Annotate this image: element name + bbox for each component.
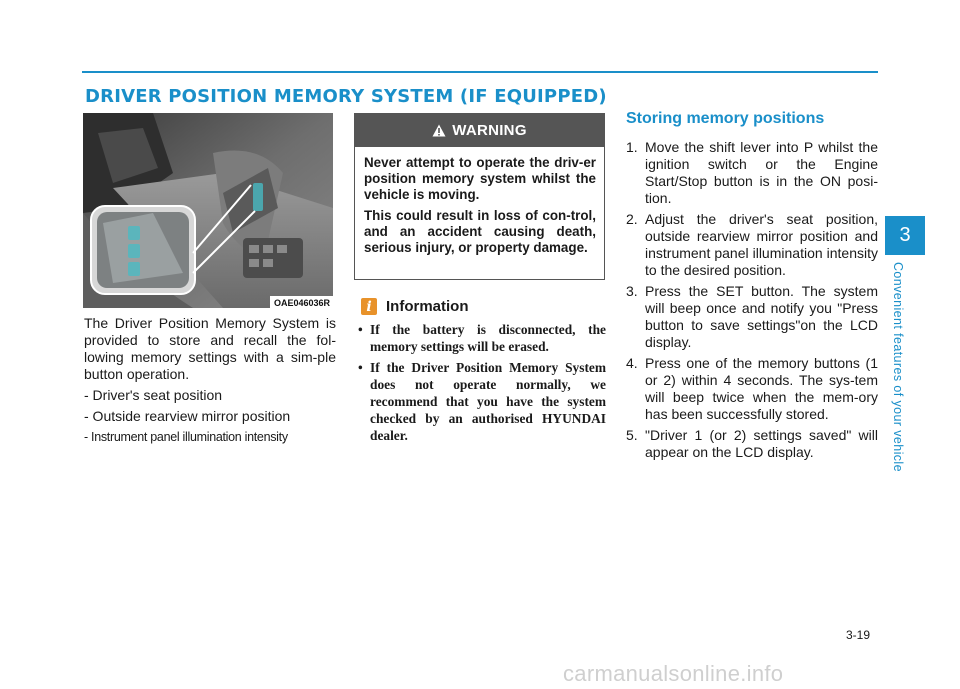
- warning-body: [355, 147, 604, 256]
- figure-code: OAE046036R: [270, 296, 333, 308]
- warning-title: WARNING: [452, 122, 527, 139]
- chapter-tab: 3: [885, 216, 925, 255]
- step-text: Adjust the driver's seat position, outside rearview mirror position and instrument panel illumination intensity to the desired position.: [645, 211, 878, 278]
- information-item-text: If the battery is disconnected, the memory settings will be erased.: [370, 322, 606, 354]
- warning-paragraph: Never attempt to operate the driv-er position memory system whilst the vehicle is moving.: [364, 155, 596, 202]
- intro-paragraph: The Driver Position Memory System is provided to store and recall the fol-lowing memory settings with a sim-ple button operation.: [84, 315, 336, 382]
- top-rule: [82, 71, 878, 73]
- information-item: [356, 321, 606, 355]
- warning-box: [354, 113, 605, 280]
- step-number: 2.: [626, 211, 638, 227]
- memory-item: - Driver's seat position: [84, 387, 223, 403]
- intro-text: [84, 315, 336, 446]
- warning-header: [355, 114, 604, 147]
- watermark: carmanualsonline.info: [563, 661, 784, 686]
- step-text: Press one of the memory buttons (1 or 2) within 4 seconds. The sys-tem will beep twice when the mem-ory has been successfully stored.: [645, 355, 878, 422]
- warning-triangle-icon: [432, 124, 446, 137]
- information-header: [361, 298, 469, 315]
- step-item: [626, 139, 878, 207]
- step-item: [626, 427, 878, 461]
- information-item: [356, 359, 606, 444]
- bullet: •: [358, 360, 363, 375]
- page-number: 3-19: [846, 628, 871, 642]
- step-text: "Driver 1 (or 2) settings saved" will appear on the LCD display.: [645, 427, 878, 460]
- step-item: [626, 355, 878, 423]
- memory-item: - Outside rearview mirror position: [84, 408, 291, 424]
- step-item: [626, 283, 878, 351]
- step-number: 1.: [626, 139, 638, 155]
- information-icon: i: [361, 298, 377, 315]
- bullet: •: [358, 322, 363, 337]
- storing-heading: Storing memory positions: [626, 110, 825, 127]
- memory-item: - Instrument panel illumination intensity: [84, 430, 288, 444]
- section-title: DRIVER POSITION MEMORY SYSTEM (IF EQUIPPED): [85, 86, 607, 107]
- step-number: 3.: [626, 283, 638, 299]
- information-list: [356, 321, 606, 448]
- step-item: [626, 211, 878, 279]
- storing-steps: [626, 139, 878, 465]
- step-text: Press the SET button. The system will beep once and notify you "Press button to save settings"on the LCD display.: [645, 283, 878, 350]
- warning-paragraph: This could result in loss of con-trol, and an accident causing death, serious injury, or property damage.: [364, 208, 596, 255]
- step-number: 4.: [626, 355, 638, 371]
- information-title: Information: [386, 298, 469, 315]
- step-number: 5.: [626, 427, 638, 443]
- information-item-text: If the Driver Position Memory System does not operate normally, we recommend that you have the system checked by an authorised HYUNDAI dealer.: [370, 360, 606, 443]
- chapter-side-label: Convenient features of your vehicle: [891, 262, 905, 472]
- step-text: Move the shift lever into P whilst the ignition switch or the Engine Start/Stop button is in the ON posi-tion.: [645, 139, 878, 206]
- door-memory-buttons-photo: [83, 113, 333, 308]
